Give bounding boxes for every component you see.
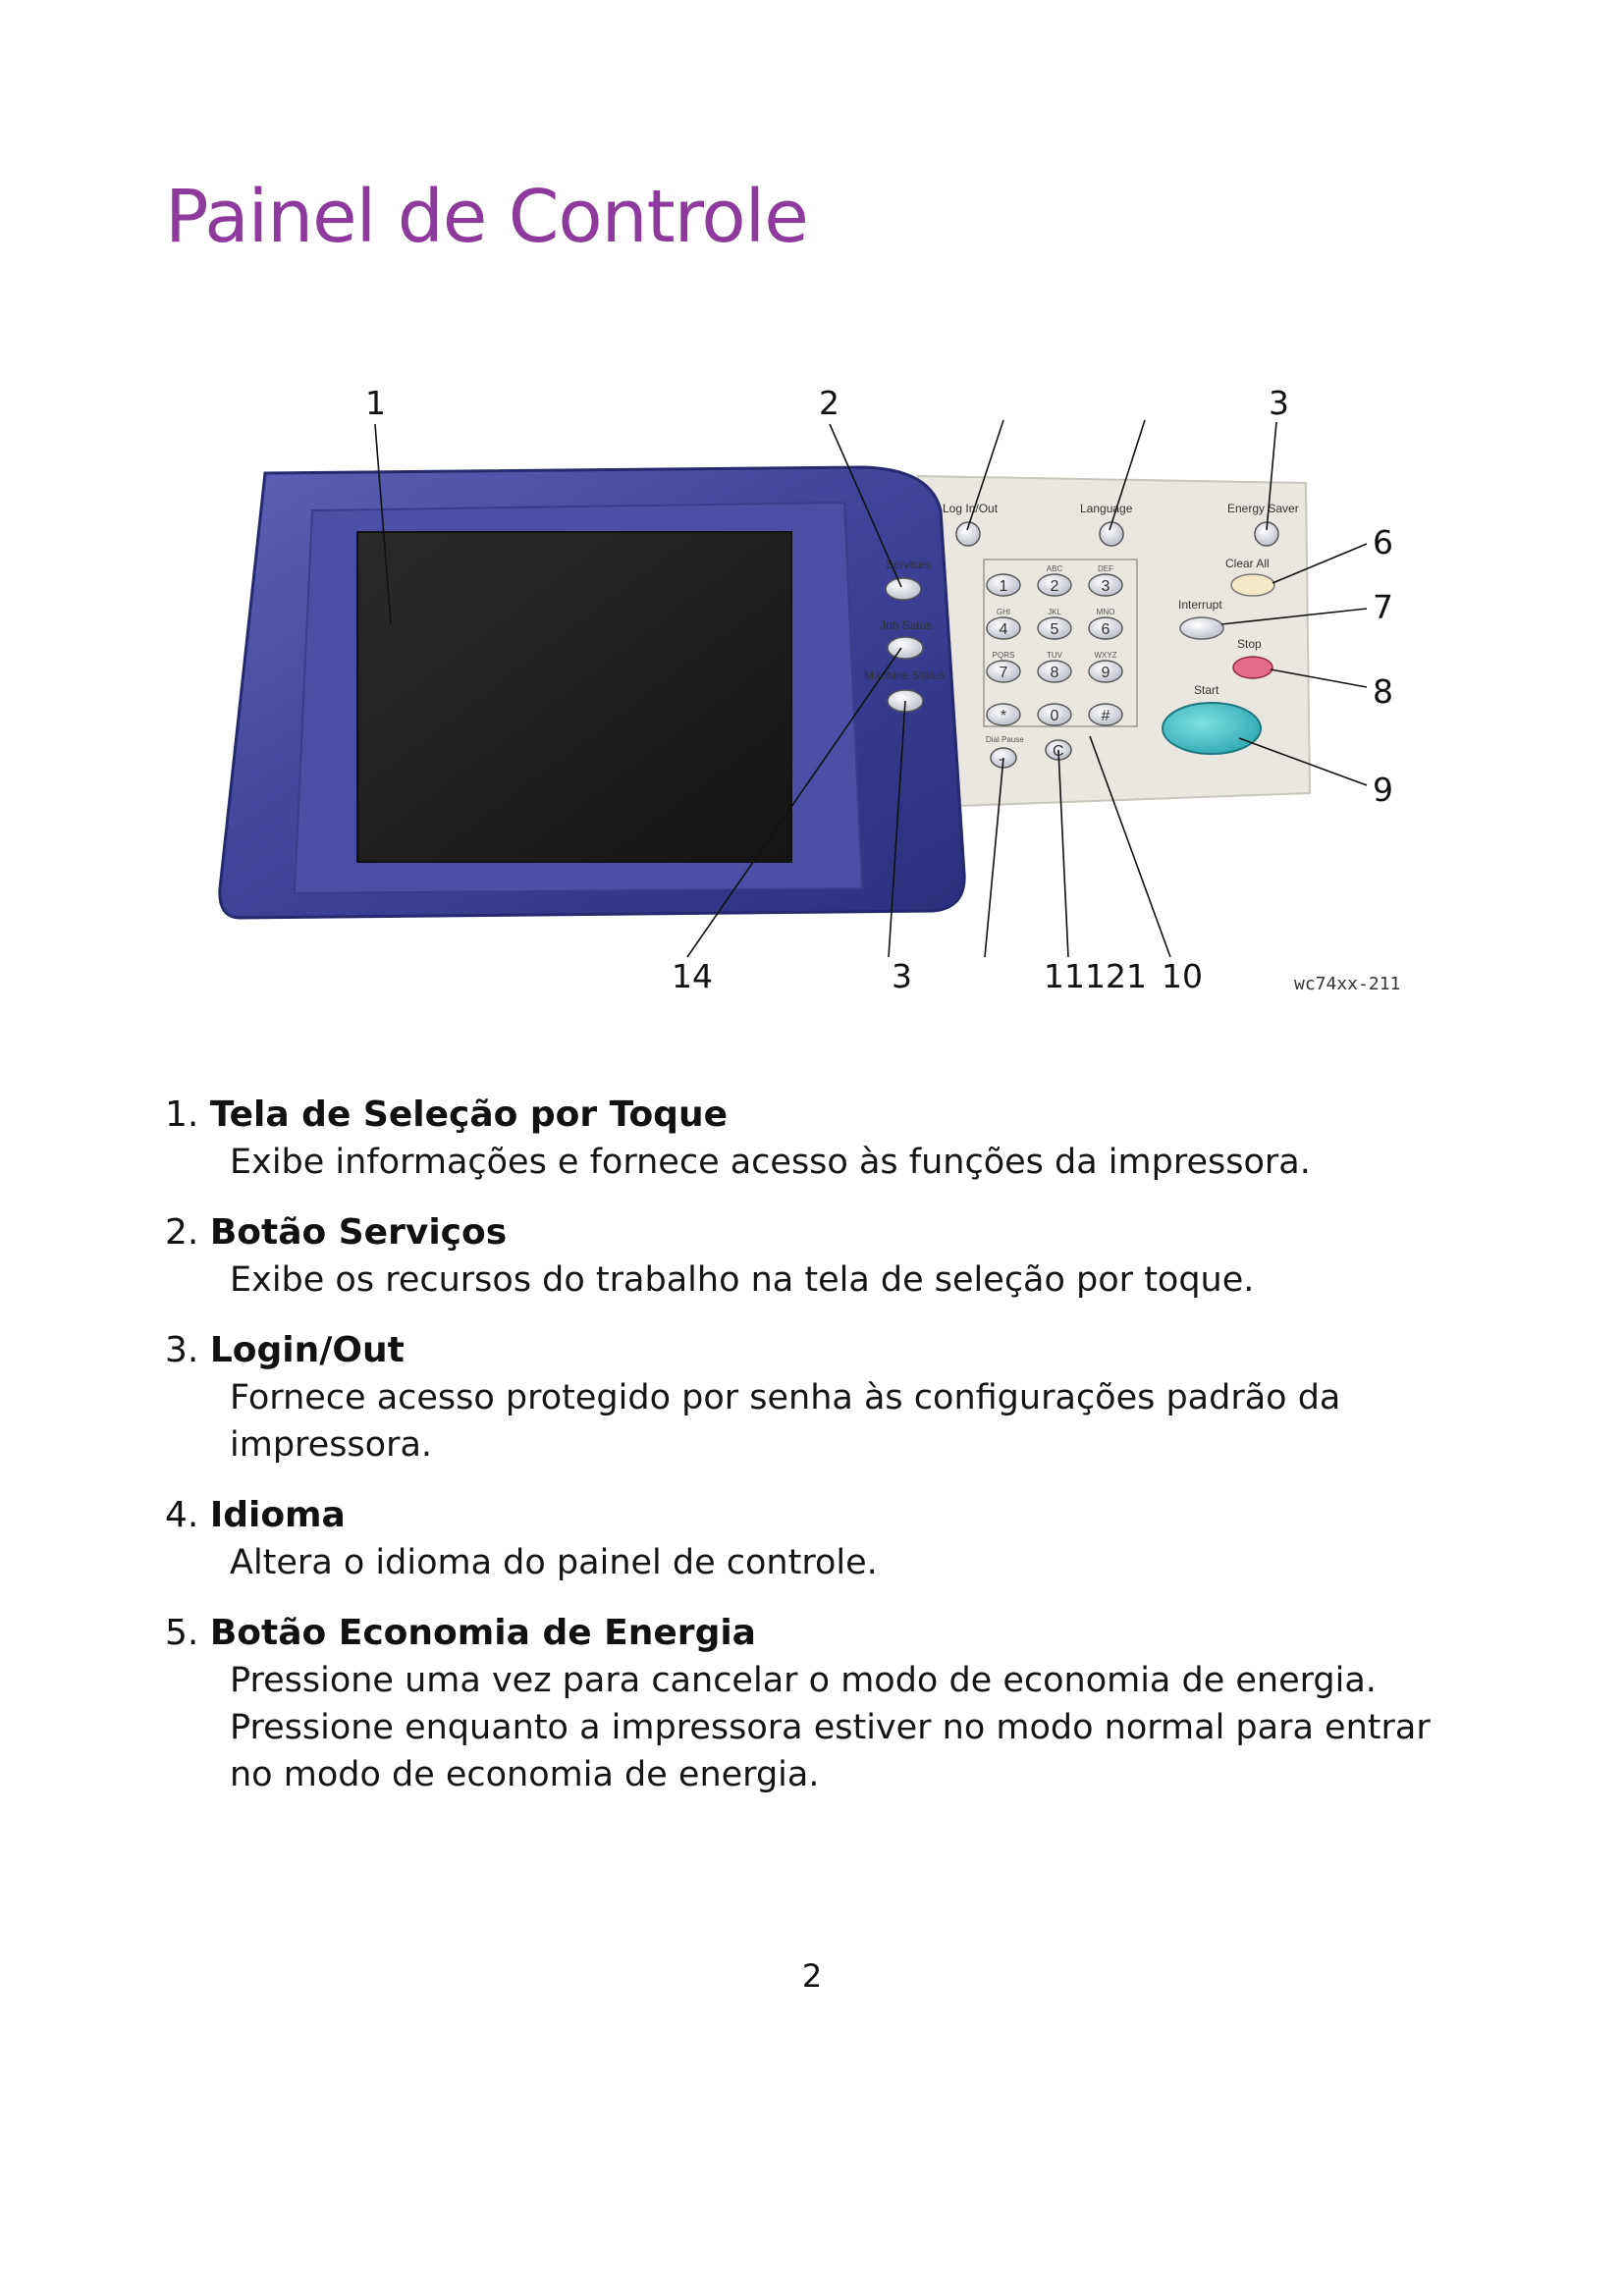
item-description: Altera o idioma do painel de controle. xyxy=(230,1543,878,1582)
callout-2: 2 xyxy=(819,384,839,422)
callout-14: 14 xyxy=(672,957,713,995)
list-item xyxy=(165,1327,1471,1468)
keypad-key-sublabel: GHI xyxy=(996,608,1011,616)
item-title: Idioma xyxy=(209,1495,346,1535)
start-label: Start xyxy=(1194,683,1219,697)
keypad-key-sublabel: ABC xyxy=(1046,564,1063,573)
list-item xyxy=(165,1492,1471,1586)
page-title: Painel de Controle xyxy=(165,175,808,259)
keypad-key-sublabel: PQRS xyxy=(992,651,1015,660)
job-status-label: Job Satus xyxy=(880,618,933,632)
keypad-key-label: 9 xyxy=(1101,665,1110,681)
control-panel-figure xyxy=(0,373,1624,1021)
keypad-key-label: 2 xyxy=(1050,578,1059,595)
keypad-key-label: 8 xyxy=(1050,665,1059,681)
item-title: Botão Serviços xyxy=(209,1212,508,1253)
item-number: 1. xyxy=(165,1095,199,1135)
interrupt-button[interactable] xyxy=(1180,617,1223,639)
keypad-key-label: 5 xyxy=(1050,621,1059,638)
keypad-key-label: 7 xyxy=(999,665,1008,681)
dial-pause-key-label: - xyxy=(999,751,1004,768)
page-number: 2 xyxy=(801,1957,823,1995)
callout-10: 10 xyxy=(1162,957,1203,995)
item-description: Exibe informações e fornece acesso às funções da impressora. xyxy=(230,1143,1311,1182)
item-description: Pressione uma vez para cancelar o modo de economia de energia. Pressione enquanto a impressora estiver no modo normal para entrar no modo de economia de energia. xyxy=(230,1661,1431,1794)
log-in-out-label: Log In/Out xyxy=(943,502,999,515)
item-title: Botão Economia de Energia xyxy=(209,1613,756,1653)
item-title: Login/Out xyxy=(209,1330,405,1370)
stop-label: Stop xyxy=(1237,637,1262,651)
services-label: Services xyxy=(886,558,932,571)
list-item xyxy=(165,1209,1471,1304)
interrupt-label: Interrupt xyxy=(1178,598,1222,612)
item-number: 5. xyxy=(165,1613,199,1653)
item-description: Exibe os recursos do trabalho na tela de seleção por toque. xyxy=(230,1260,1255,1300)
dial-pause-label: Dial Pause xyxy=(986,735,1024,744)
clear-all-label: Clear All xyxy=(1225,557,1270,570)
keypad-key-label: # xyxy=(1101,708,1110,724)
machine-status-label: Machine Status xyxy=(864,668,946,682)
touch-screen[interactable] xyxy=(357,532,791,862)
callout-1: 1 xyxy=(365,384,386,422)
keypad-key-label: 6 xyxy=(1101,621,1110,638)
item-description: Fornece acesso protegido por senha às configurações padrão da impressora. xyxy=(230,1378,1341,1465)
keypad-key-sublabel: WXYZ xyxy=(1094,651,1117,660)
callout-7: 7 xyxy=(1373,588,1393,626)
energy-saver-label: Energy Saver xyxy=(1227,502,1299,515)
image-id-label: wc74xx-211 xyxy=(1294,974,1401,994)
services-button[interactable] xyxy=(886,578,921,600)
list-item xyxy=(165,1610,1471,1798)
clear-c-key-label: C xyxy=(1053,743,1064,760)
keypad-key-label: 4 xyxy=(999,621,1008,638)
keypad-key-label: 1 xyxy=(999,578,1008,595)
callout-8: 8 xyxy=(1373,672,1393,711)
keypad-key-label: 3 xyxy=(1101,578,1110,595)
clear-all-button[interactable] xyxy=(1231,574,1274,596)
item-number: 2. xyxy=(165,1212,199,1253)
callout-9: 9 xyxy=(1373,771,1393,809)
item-list xyxy=(165,1092,1471,1822)
keypad-key-sublabel: DEF xyxy=(1098,564,1113,573)
keypad-key-label: * xyxy=(1000,708,1007,724)
job-status-button[interactable] xyxy=(888,637,923,659)
callout-11121: 11121 xyxy=(1044,957,1147,995)
start-button[interactable] xyxy=(1163,703,1261,754)
keypad-key-label: 0 xyxy=(1050,708,1059,724)
item-title: Tela de Seleção por Toque xyxy=(209,1095,728,1135)
callout-3-top: 3 xyxy=(1269,384,1289,422)
stop-button[interactable] xyxy=(1233,657,1272,678)
item-number: 3. xyxy=(165,1330,199,1370)
keypad-key-sublabel: TUV xyxy=(1047,651,1062,660)
list-item xyxy=(165,1092,1471,1186)
keypad-key-sublabel: MNO xyxy=(1096,608,1115,616)
language-label: Language xyxy=(1080,502,1133,515)
item-number: 4. xyxy=(165,1495,199,1535)
callout-3-bottom: 3 xyxy=(892,957,912,995)
callout-6: 6 xyxy=(1373,523,1393,561)
keypad-key-sublabel: JKL xyxy=(1048,608,1061,616)
